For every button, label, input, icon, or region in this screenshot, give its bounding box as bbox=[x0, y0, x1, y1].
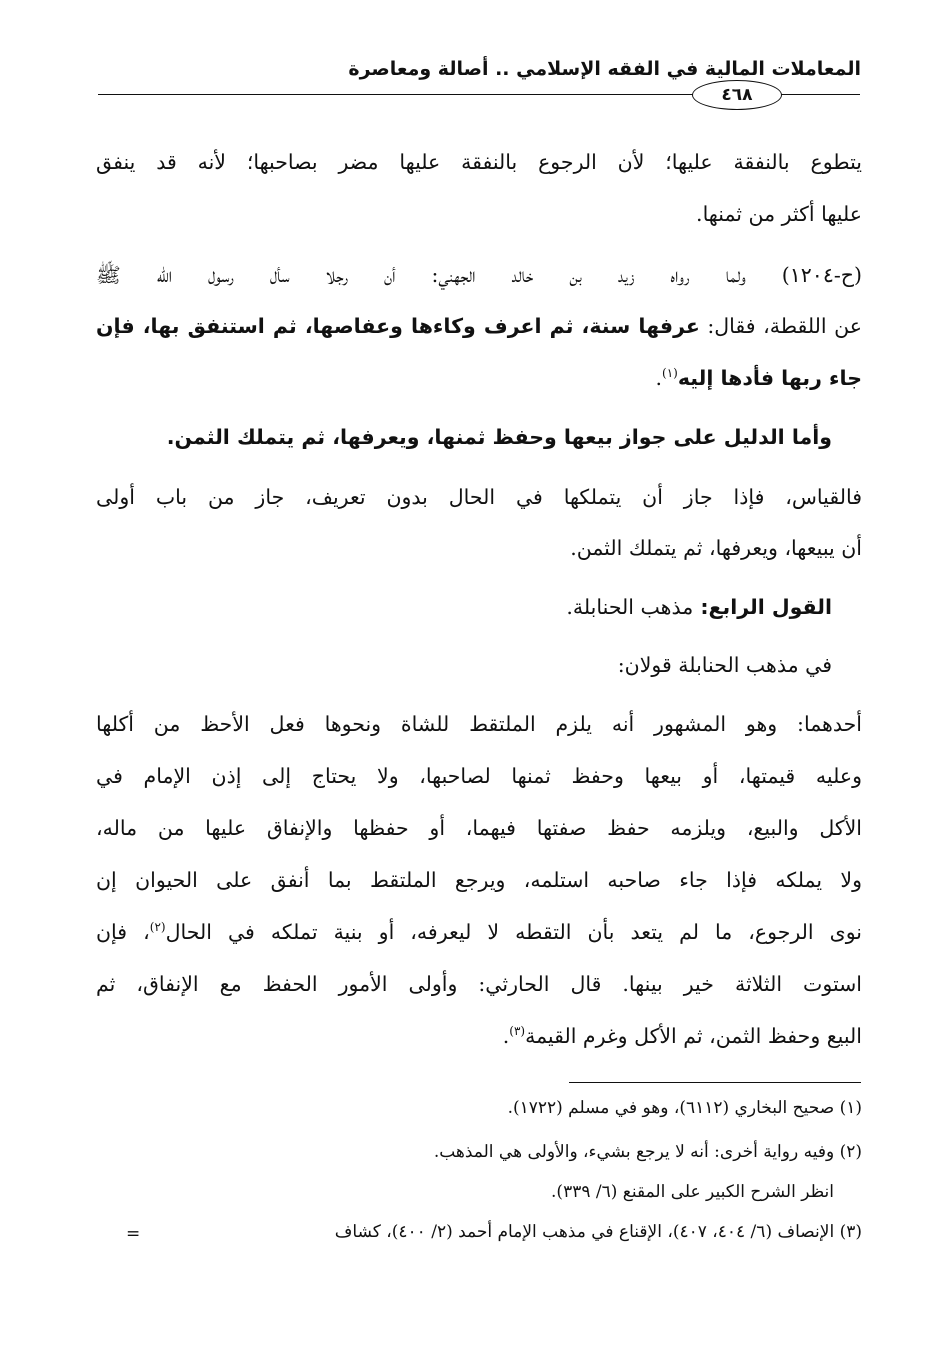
text-line: فالقياس، فإذا جاز أن يتملكها في الحال بدون تعريف، جاز من باب أولى bbox=[96, 485, 862, 509]
period: . bbox=[502, 1024, 510, 1048]
footnote-ref: (٣) bbox=[509, 1024, 526, 1039]
hadith-line: (ح-١٢٠٤) ولما رواه زيد بن خالد الجهني: أن رجلا سأل رسول الله ﷺ bbox=[96, 263, 862, 287]
text-line: في مذهب الحنابلة قولان: bbox=[617, 653, 832, 677]
text-line: أحدهما: وهو المشهور أنه يلزم الملتقط للشاة ونحوها فعل الأحظ من أكلها bbox=[96, 712, 862, 736]
section-heading: وأما الدليل على جواز بيعها وحفظ ثمنها، ويعرفها، ثم يتملك الثمن. bbox=[166, 425, 832, 449]
footnote: (١) صحيح البخاري (٦١١٢)، وهو في مسلم (١٧٢٢). bbox=[507, 1098, 862, 1118]
subheading bbox=[66, 595, 832, 619]
hadith-text: عرفها سنة، ثم اعرف وكاءها وعفاصها، ثم استنفق بها، فإن bbox=[96, 314, 700, 338]
page-number: ٤٦٨ bbox=[692, 80, 782, 110]
text-line: عليها أكثر من ثمنها. bbox=[696, 202, 862, 226]
footnote-ref: (٢) bbox=[149, 920, 166, 935]
text-line: الأكل والبيع، ويلزمه حفظ صفتها فيهما، أو حفظها والإنفاق عليها من ماله، bbox=[96, 816, 862, 840]
hadith-line bbox=[96, 366, 862, 390]
text-line: يتطوع بالنفقة عليها؛ لأن الرجوع بالنفقة عليها مضر بصاحبها؛ لأنه قد ينفق bbox=[96, 150, 862, 174]
hadith-line bbox=[96, 314, 862, 338]
subheading-label: القول الرابع: bbox=[693, 595, 832, 619]
footnote-ref: (١) bbox=[662, 366, 678, 381]
text-line: نوى الرجوع، ما لم يتعد بأن التقطه لا ليعرفه، أو بنية تملكه في الحال$^{(٢)}$، فإن bbox=[96, 920, 863, 944]
text-line: البيع وحفظ الثمن، ثم الأكل وغرم القيمة$^{(٣)}$. bbox=[502, 1024, 862, 1048]
hadith-intro: عن اللقطة، فقال: bbox=[699, 314, 862, 338]
text-line: أن يبيعها، ويعرفها، ثم يتملك الثمن. bbox=[570, 536, 862, 560]
text-line: ولا يملكه فإذا جاء صاحبه استلمه، ويرجع الملتقط بما أنفق على الحيوان إن bbox=[96, 868, 862, 892]
footnote: (٢) وفيه رواية أخرى: أنه لا يرجع بشيء، والأولى هي المذهب. bbox=[433, 1142, 862, 1162]
text-line: وعليه قيمتها، أو بيعها وحفظ ثمنها لصاحبها، ولا يحتاج إلى إذن الإمام في bbox=[96, 764, 862, 788]
hadith-text: جاء ربها فأدها إليه bbox=[677, 366, 862, 390]
footnote: (٣) الإنصاف (٦/ ٤٠٤، ٤٠٧)، الإقناع في مذهب الإمام أحمد (٢/ ٤٠٠)، كشاف bbox=[334, 1222, 862, 1242]
footnote-separator bbox=[569, 1082, 861, 1083]
footnote: انظر الشرح الكبير على المقنع (٦/ ٣٣٩). bbox=[551, 1182, 834, 1202]
running-header-title: المعاملات المالية في الفقه الإسلامي .. أصالة ومعاصرة bbox=[348, 58, 861, 80]
period: . bbox=[655, 366, 662, 390]
continuation-mark: = bbox=[126, 1224, 141, 1244]
subheading-text: مذهب الحنابلة. bbox=[566, 595, 694, 619]
text-line: استوت الثلاثة خير بينها. قال الحارثي: وأولى الأمور الحفظ مع الإنفاق، ثم bbox=[96, 972, 862, 996]
